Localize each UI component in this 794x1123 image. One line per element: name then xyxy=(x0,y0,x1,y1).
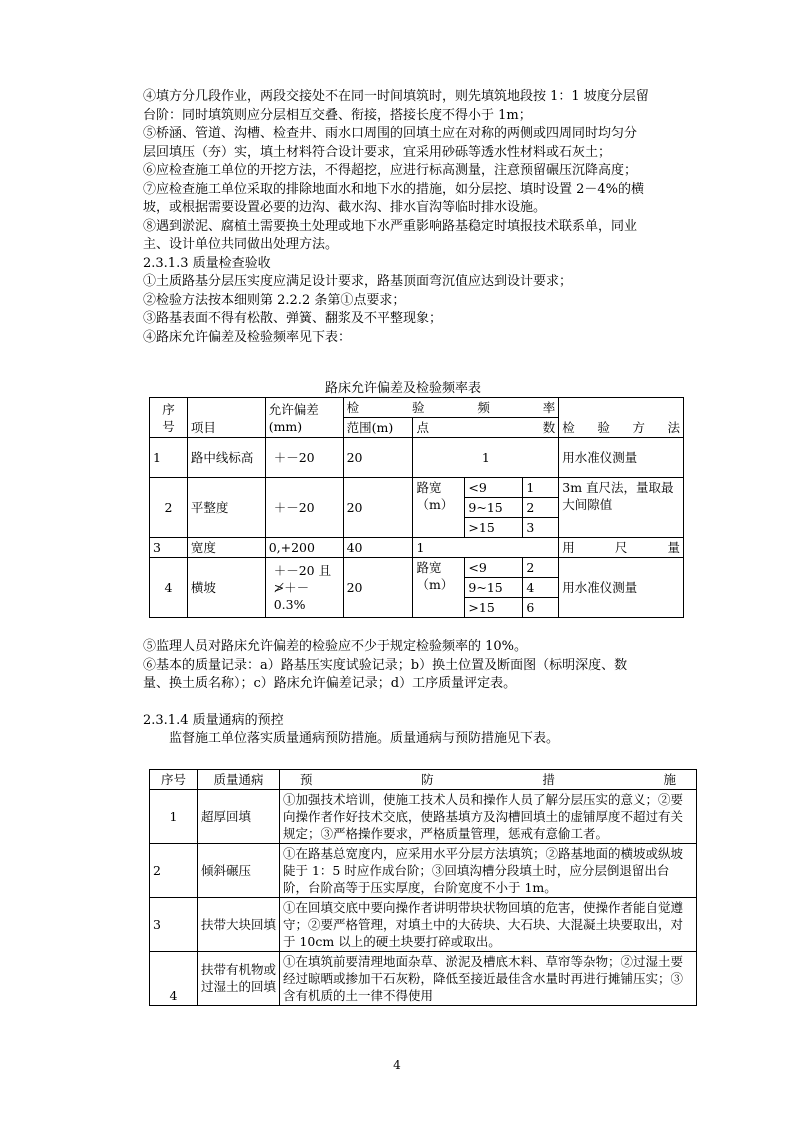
cell-allowance: ＋－20 xyxy=(265,438,343,478)
header-check-frequency: 检 验 频 率 xyxy=(343,398,559,418)
tolerance-table xyxy=(149,397,684,618)
cell-width-range: <9 xyxy=(465,558,523,578)
cell-method: 用 尺 量 xyxy=(559,538,684,558)
header-range: 范围(m) xyxy=(343,418,413,438)
cell-range: 20 xyxy=(343,558,413,618)
text-line: 主、设计单位共同做出处理方法。 xyxy=(143,237,339,252)
cell-defect: 超厚回填 xyxy=(198,789,280,843)
middle-text-block xyxy=(143,638,663,694)
header-allowance xyxy=(265,398,343,438)
cell-measure: ①在回填交底中要向操作者讲明带块状物回填的危害，使操作者能自觉遵守；②要严格管理，对填土中的大砖块、大石块、大混凝土块要取出，对于 10cm 以上的硬土块要打碎或取出。 xyxy=(280,897,697,951)
cell-width-range: >15 xyxy=(465,598,523,618)
header-measure: 预 防 措 施 xyxy=(280,769,697,789)
cell-point-count: 6 xyxy=(523,598,559,618)
text-line: ①土质路基分层压实度应满足设计要求，路基顶面弯沉值应达到设计要求； xyxy=(143,274,573,289)
header-points: 点 数 xyxy=(413,418,559,438)
cell-measure: ①在路基总宽度内，应采用水平分层方法填筑；②路基地面的横坡或纵坡陡于 1：5 时应作成台阶；③回填沟槽分段填土时，应分层倒退留出台阶，台阶高等于压实厚度，台阶宽度不小于 1m。 xyxy=(280,843,697,897)
header-defect: 质量通病 xyxy=(198,769,280,789)
header-seq xyxy=(150,398,188,438)
header-allowance-line1: 允许偏差 xyxy=(268,401,319,417)
text-line: ④路床允许偏差及检验频率见下表： xyxy=(143,329,352,345)
cell-allowance: 0,+200 xyxy=(265,538,343,558)
text-line: ⑥应检查施工单位的开挖方法，不得超挖，应进行标高测量，注意预留碾压沉降高度； xyxy=(143,163,638,178)
text-line: 坡，或根据需要设置必要的边沟、截水沟、排水盲沟等临时排水设施。 xyxy=(143,200,547,215)
document-page xyxy=(143,88,684,1006)
header-seq: 序号 xyxy=(150,769,198,789)
cell-defect: 倾斜碾压 xyxy=(198,843,280,897)
cell-seq: 2 xyxy=(150,843,198,897)
cell-seq: 2 xyxy=(150,478,188,538)
text-line: 量、换土质名称）；c）路床允许偏差记录；d）工序质量评定表。 xyxy=(143,676,517,691)
cell-range: 40 xyxy=(343,538,413,558)
header-seq-line2: 号 xyxy=(162,418,175,434)
text-line: ④填方分几段作业，两段交接处不在同一时间填筑时，则先填筑地段按 1：1 坡度分层留 xyxy=(143,89,649,104)
text-line: 层回填压（夯）实，填土材料符合设计要求，宜采用砂砾等透水性材料或石灰土； xyxy=(143,144,612,160)
text-line: ⑥基本的质量记录：a）路基压实度试验记录；b）换土位置及断面图（标明深度、数 xyxy=(143,657,628,673)
header-seq-line1: 序 xyxy=(162,401,175,417)
cell-road-width: 路宽（m） xyxy=(413,478,465,538)
cell-seq: 3 xyxy=(150,538,188,558)
header-item: 项目 xyxy=(187,398,265,438)
cell-point-count: 3 xyxy=(523,518,559,538)
cell-point-count: 2 xyxy=(523,558,559,578)
cell-measure: ①加强技术培训，使施工技术人员和操作人员了解分层压实的意义；②要向操作者作好技术交底，使路基填方及沟槽回填土的虚铺厚度不超过有关规定；③严格操作要求，严格质量管理，惩戒有意偷工者。 xyxy=(280,789,697,843)
cell-range: 20 xyxy=(343,438,413,478)
cell-points: 1 xyxy=(413,538,559,558)
top-text-block xyxy=(143,88,663,347)
cell-seq: 4 xyxy=(150,951,198,1005)
cell-points: 1 xyxy=(413,438,559,478)
text-line: ⑤监理人员对路床允许偏差的检验应不少于规定检验频率的 10%。 xyxy=(143,639,528,654)
text-line: 台阶：同时填筑则应分层相互交叠、衔接，搭接长度不得小于 1m； xyxy=(143,107,532,123)
cell-allowance: ＋－20 且≯＋－0.3% xyxy=(265,558,343,618)
cell-range: 20 xyxy=(343,478,413,538)
cell-method: 用水准仪测量 xyxy=(559,438,684,478)
cell-method: 用水准仪测量 xyxy=(559,558,684,618)
cell-allowance: ＋－20 xyxy=(265,478,343,538)
cell-point-count: 4 xyxy=(523,578,559,598)
cell-item: 横坡 xyxy=(187,558,265,618)
defect-prevention-table xyxy=(149,769,697,1006)
section-heading: 2.3.1.4 质量通病的预控 xyxy=(143,712,284,728)
section-block xyxy=(143,712,663,749)
cell-width-range: 9~15 xyxy=(465,578,523,598)
cell-defect: 扶带大块回填 xyxy=(198,897,280,951)
section-intro: 监督施工单位落实质量通病预防措施。质量通病与预防措施见下表。 xyxy=(169,731,560,746)
cell-point-count: 2 xyxy=(523,498,559,518)
cell-width-range: >15 xyxy=(465,518,523,538)
text-line: ③路基表面不得有松散、弹簧、翻浆及不平整现象； xyxy=(143,311,443,326)
cell-seq: 4 xyxy=(150,558,188,618)
cell-point-count: 1 xyxy=(523,478,559,498)
section-heading: 2.3.1.3 质量检查验收 xyxy=(143,255,271,271)
cell-seq: 3 xyxy=(150,897,198,951)
cell-road-width: 路宽（m） xyxy=(413,558,465,618)
cell-measure: ①在填筑前要清理地面杂草、淤泥及槽底木料、草帘等杂物；②过湿土要经过晾晒或掺加干石灰粉，降低至接近最佳含水量时再进行摊铺压实；③含有机质的土一律不得使用 xyxy=(280,951,697,1005)
text-line: ⑦应检查施工单位采取的排除地面水和地下水的措施，如分层挖、填时设置 2－4%的横 xyxy=(143,181,645,197)
header-method: 检 验 方 法 xyxy=(559,398,684,438)
table-caption: 路床允许偏差及检验频率表 xyxy=(324,381,481,396)
cell-defect: 扶带有机物或过湿土的回填 xyxy=(198,951,280,1005)
cell-width-range: <9 xyxy=(465,478,523,498)
text-line: ⑧遇到淤泥、腐植土需要换土处理或地下水严重影响路基稳定时填报技术联系单，同业 xyxy=(143,218,638,234)
text-line: ②检验方法按本细则第 2.2.2 条第①点要求； xyxy=(143,292,406,308)
page-number: 4 xyxy=(393,1058,401,1072)
cell-width-range: 9~15 xyxy=(465,498,523,518)
cell-method: 3m 直尺法，量取最大间隙值 xyxy=(559,478,684,538)
cell-item: 路中线标高 xyxy=(187,438,265,478)
text-line: ⑤桥涵、管道、沟槽、检查井、雨水口周围的回填土应在对称的两侧或四周同时均匀分 xyxy=(143,126,638,141)
header-allowance-line2: (mm) xyxy=(268,418,303,434)
cell-seq: 1 xyxy=(150,789,198,843)
cell-seq: 1 xyxy=(150,438,188,478)
cell-item: 平整度 xyxy=(187,478,265,538)
cell-item: 宽度 xyxy=(187,538,265,558)
